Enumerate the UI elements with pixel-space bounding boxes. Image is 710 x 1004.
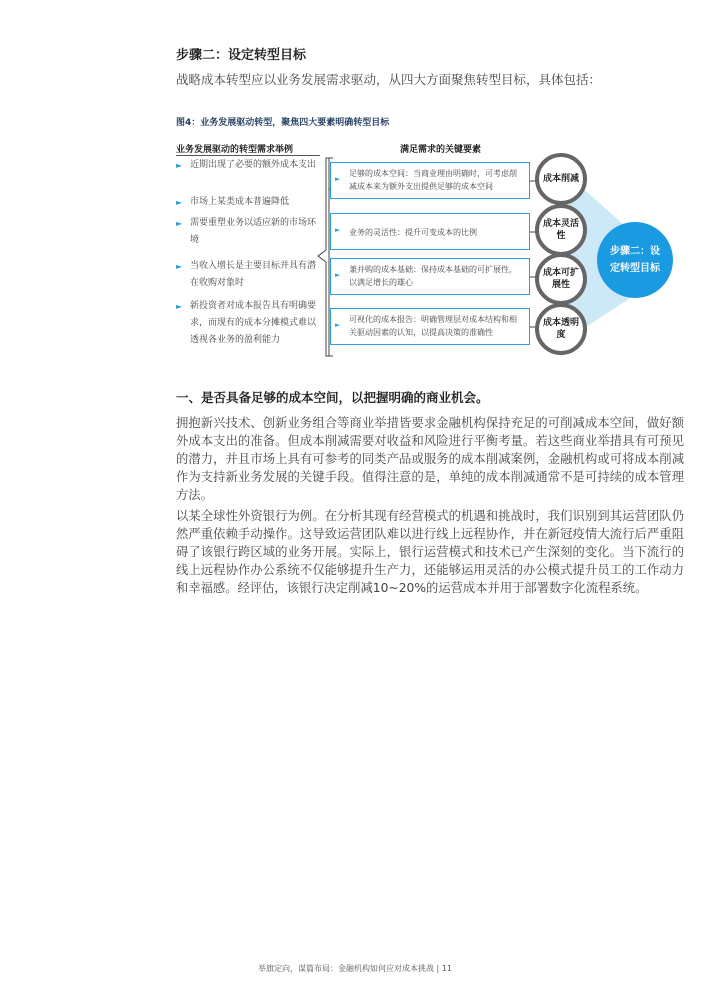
triangle-bullet-icon: ►	[335, 226, 341, 234]
divider	[176, 155, 320, 156]
circle-cost-reduction: 成本削减	[535, 153, 587, 205]
paragraph: 以某全球性外资银行为例。在分析其现有经营模式的机遇和挑战时，我们识别到其运营团队仍然严重依赖手动操作。这导致运营团队难以进行线上远程协作，并在新冠疫情大流行后严重阻碍了该银行跨区域的业务开展。实际上，银行运营模式和技术已产生深刻的变化。当下流行的线上远程协作办公系统不仅能够提升生产力，还能够运用灵活的办公模式提升员工的工作动力和幸福感。经评估，该银行决定削减10~20%的运营成本并用于部署数字化流程系统。	[176, 509, 684, 595]
left-column-header: 业务发展驱动的转型需求举例	[176, 145, 294, 155]
element-box: ► 可视化的成本报告：明确管理层对成本结构和相关驱动因素的认知，以提高决策的准确性	[330, 308, 530, 345]
triangle-bullet-icon: ►	[176, 262, 183, 271]
element-box: ► 足够的成本空间：当商业理由明确时，可考虑削减成本来为额外支出提供足够的成本空间	[330, 162, 530, 199]
circle-cost-transparency: 成本透明度	[535, 303, 587, 355]
left-bracket	[318, 158, 330, 356]
page-footer: 举旗定向，谋篇布局：金融机构如何应对成本挑战 | 11	[258, 964, 452, 973]
step-circle: 步骤二：设定转型目标	[597, 222, 673, 298]
sub-heading: 一、是否具备足够的成本空间，以把握明确的商业机会。	[176, 390, 489, 405]
intro-text: 战略成本转型应以业务发展需求驱动，从四大方面聚焦转型目标，具体包括：	[176, 72, 602, 87]
need-item: ► 新投资者对成本报告具有明确要求，而现有的成本分摊模式难以透视各业务的盈利能力	[176, 298, 316, 349]
triangle-bullet-icon: ►	[335, 321, 341, 329]
circle-cost-flexibility: 成本灵活性	[535, 204, 587, 256]
need-item: ► 需要重塑业务以适应新的市场环境	[176, 215, 316, 249]
paragraph: 拥抱新兴技术、创新业务组合等商业举措皆要求金融机构保持充足的可削减成本空间，做好额外成本支出的准备。但成本削减需要对收益和风险进行平衡考量。若这些商业举措具有可预见的潜力，并且市场上具有可参考的同类产品或服务的成本削减案例，金融机构或可将成本削减作为支持新业务发展的关键手段。值得注意的是，单纯的成本削减通常不是可持续的成本管理方法。	[176, 416, 684, 502]
need-item: ► 当收入增长是主要目标并具有潜在收购对象时	[176, 258, 316, 292]
need-item: ► 近期出现了必要的额外成本支出	[176, 157, 316, 174]
triangle-bullet-icon: ►	[335, 271, 341, 279]
triangle-bullet-icon: ►	[176, 198, 183, 207]
element-box: ► 兼并购的成本基础：保持成本基础的可扩展性，以满足增长的雄心	[330, 258, 530, 295]
section-title: 步骤二：设定转型目标	[176, 48, 307, 63]
element-box: ► 业务的灵活性：提升可变成本的比例	[330, 213, 530, 250]
triangle-bullet-icon: ►	[176, 219, 183, 228]
need-item: ► 市场上某类成本普遍降低	[176, 194, 316, 211]
right-column-header: 满足需求的关键要素	[400, 145, 482, 155]
triangle-bullet-icon: ►	[176, 161, 183, 170]
figure-caption: 图4：业务发展驱动转型，聚焦四大要素明确转型目标	[176, 118, 390, 128]
triangle-bullet-icon: ►	[176, 302, 183, 311]
circle-cost-scalability: 成本可扩展性	[535, 253, 587, 305]
triangle-bullet-icon: ►	[335, 175, 341, 183]
